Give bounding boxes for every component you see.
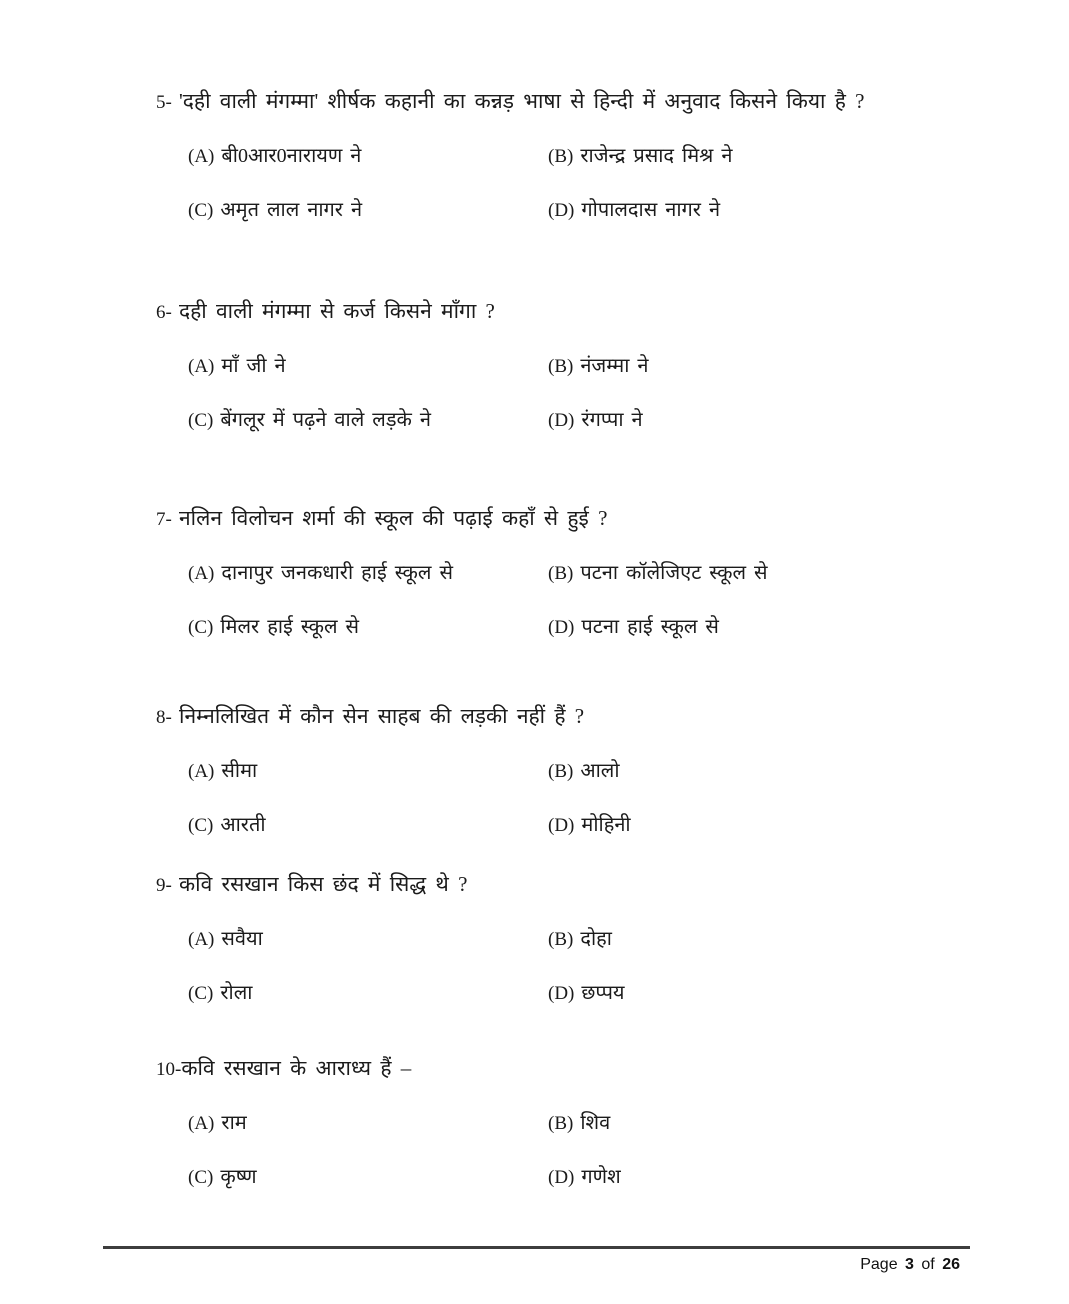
question-number: 5- — [156, 92, 172, 113]
question-8 — [156, 703, 979, 838]
option-text: राजेन्द्र प्रसाद मिश्र ने — [580, 145, 733, 167]
current-page-number: 3 — [905, 1256, 914, 1273]
question-number: 9- — [156, 875, 172, 896]
option-label: (D) — [548, 983, 575, 1004]
options-grid — [188, 1110, 979, 1190]
option-c — [188, 1164, 548, 1190]
option-label: (C) — [188, 1167, 214, 1188]
option-d — [548, 197, 979, 223]
option-c — [188, 614, 548, 640]
options-grid — [188, 353, 979, 433]
option-text: आरती — [220, 814, 266, 836]
option-text: पटना कॉलेजिएट स्कूल से — [580, 562, 768, 584]
option-text: रंगप्पा ने — [581, 409, 643, 431]
option-text: आलो — [580, 760, 620, 782]
question-line — [156, 298, 979, 324]
option-d — [548, 980, 979, 1006]
option-text: अमृत लाल नागर ने — [220, 199, 363, 221]
option-c — [188, 197, 548, 223]
question-line — [156, 871, 979, 897]
total-pages: 26 — [942, 1256, 960, 1273]
page-label: Page — [860, 1256, 898, 1273]
question-10 — [156, 1055, 979, 1190]
option-text: छप्पय — [581, 982, 625, 1004]
option-label: (B) — [548, 1113, 574, 1134]
option-label: (B) — [548, 761, 574, 782]
option-text: मिलर हाई स्कूल से — [220, 616, 360, 638]
question-number: 6- — [156, 302, 172, 323]
option-label: (A) — [188, 356, 215, 377]
option-text: बी0आर0नारायण ने — [221, 145, 362, 167]
option-c — [188, 407, 548, 433]
option-text: सवैया — [221, 928, 263, 950]
option-b — [548, 1110, 979, 1136]
question-line — [156, 703, 979, 729]
option-b — [548, 560, 979, 586]
of-label: of — [921, 1256, 935, 1273]
option-label: (A) — [188, 563, 215, 584]
option-text: रोला — [220, 982, 253, 1004]
option-text: दानापुर जनकधारी हाई स्कूल से — [221, 562, 453, 584]
option-c — [188, 980, 548, 1006]
option-label: (C) — [188, 815, 214, 836]
option-text: सीमा — [221, 760, 258, 782]
option-label: (B) — [548, 356, 574, 377]
option-text: कृष्ण — [220, 1166, 257, 1188]
question-text: 'दही वाली मंगम्मा' शीर्षक कहानी का कन्नड़ भाषा से हिन्दी में अनुवाद किसने किया है ? — [179, 89, 865, 113]
option-text: गोपालदास नागर ने — [581, 199, 721, 221]
option-text: राम — [221, 1112, 247, 1134]
option-a — [188, 758, 548, 784]
option-text: दोहा — [580, 928, 612, 950]
question-text: नलिन विलोचन शर्मा की स्कूल की पढ़ाई कहाँ से हुई ? — [179, 506, 608, 530]
question-6 — [156, 298, 979, 433]
question-number: 7- — [156, 509, 172, 530]
option-a — [188, 560, 548, 586]
option-label: (C) — [188, 617, 214, 638]
options-grid — [188, 143, 979, 223]
option-label: (C) — [188, 983, 214, 1004]
option-label: (D) — [548, 410, 575, 431]
option-d — [548, 614, 979, 640]
option-label: (D) — [548, 617, 575, 638]
option-b — [548, 353, 979, 379]
option-text: गणेश — [581, 1166, 621, 1188]
option-label: (A) — [188, 1113, 215, 1134]
option-text: शिव — [580, 1112, 611, 1134]
option-d — [548, 407, 979, 433]
option-c — [188, 812, 548, 838]
option-label: (D) — [548, 200, 575, 221]
question-line — [156, 505, 979, 531]
option-d — [548, 1164, 979, 1190]
page-footer — [103, 1246, 970, 1274]
options-grid — [188, 926, 979, 1006]
option-label: (D) — [548, 1167, 575, 1188]
option-a — [188, 353, 548, 379]
question-text: निम्नलिखित में कौन सेन साहब की लड़की नहीं हैं ? — [179, 704, 585, 728]
option-a — [188, 143, 548, 169]
option-label: (B) — [548, 146, 574, 167]
option-label: (B) — [548, 929, 574, 950]
options-grid — [188, 560, 979, 640]
question-line — [156, 1055, 979, 1081]
option-text: नंजम्मा ने — [580, 355, 649, 377]
option-text: माँ जी ने — [221, 355, 286, 377]
option-text: बेंगलूर में पढ़ने वाले लड़के ने — [220, 409, 432, 431]
question-7 — [156, 505, 979, 640]
option-text: पटना हाई स्कूल से — [581, 616, 719, 638]
option-b — [548, 143, 979, 169]
option-label: (C) — [188, 410, 214, 431]
option-label: (B) — [548, 563, 574, 584]
question-text: कवि रसखान के आराध्य हैं – — [181, 1056, 412, 1080]
option-label: (A) — [188, 761, 215, 782]
option-b — [548, 926, 979, 952]
option-a — [188, 926, 548, 952]
option-label: (C) — [188, 200, 214, 221]
option-a — [188, 1110, 548, 1136]
question-number: 8- — [156, 707, 172, 728]
question-number: 10- — [156, 1059, 182, 1080]
option-b — [548, 758, 979, 784]
option-label: (D) — [548, 815, 575, 836]
option-label: (A) — [188, 929, 215, 950]
question-9 — [156, 871, 979, 1006]
question-line — [156, 88, 979, 114]
option-label: (A) — [188, 146, 215, 167]
question-text: कवि रसखान किस छंद में सिद्ध थे ? — [179, 872, 468, 896]
question-text: दही वाली मंगम्मा से कर्ज किसने माँगा ? — [179, 299, 495, 323]
question-5 — [156, 88, 979, 223]
page-number-indicator — [103, 1249, 970, 1274]
options-grid — [188, 758, 979, 838]
option-d — [548, 812, 979, 838]
option-text: मोहिनी — [581, 814, 631, 836]
